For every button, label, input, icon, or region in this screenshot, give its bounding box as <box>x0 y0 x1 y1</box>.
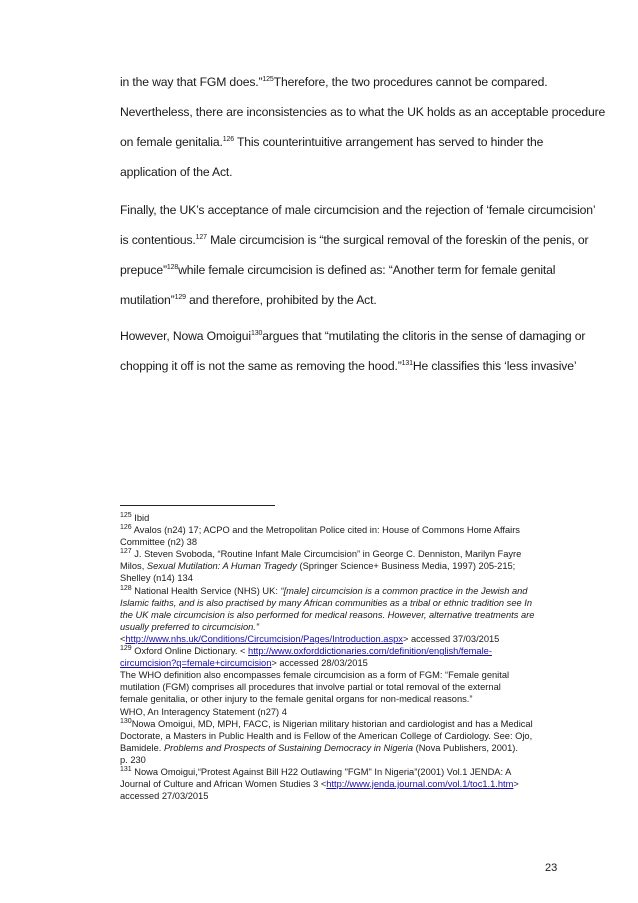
body-line-2: Nevertheless, there are inconsistencies as to what the UK holds as an acceptable procedure <box>120 105 606 119</box>
footnote-ref-131[interactable]: 131 <box>401 359 413 367</box>
body-line-9: However, Nowa Omoigui$^{130}$argues that “mutilating the clitoris in the sense of damaging or <box>120 329 586 343</box>
oxford-link[interactable]: http://www.oxforddictionaries.com/definition/english/female- <box>248 646 492 657</box>
footnote-128: $^{128}$ National Health Service (NHS) UK: “[male] circumcision is a common practice in the Jewish and Islamic faiths, and is also practised by many African communities as a tribal or ethnic tradition see In the UK male circumcision is also performed for medical reasons. However, alternative treatments are usually preferred to circumcision.” <http://www.nhs.uk/Conditions/Circumcision/Pages/Introduction.aspx> accessed 37/03/2015 <box>120 584 535 644</box>
jenda-link[interactable]: http://www.jenda.journal.com/vol.1/toc1.1.htm <box>326 779 514 790</box>
footnote-129: $^{129}$ Oxford Online Dictionary. < http://www.oxforddictionaries.com/definition/english/female- circumcision?q=female+circumcision> accessed 28/03/2015 The WHO definition also encompasses female circumcision as a form of FGM: “Female genital mutilation (FGM) comprises all procedures that involve partial or total removal of the external female genitalia, or other injury to the female genital organs for non-medical reasons.” WHO, An Interagency Statement (n27) 4 <box>120 644 510 717</box>
footnote-131: $^{131}$ Nowa Omoigui,“Protest Against Bill H22 Outlawing "FGM" In Nigeria”(2001) Vol.1 JENDA: A Journal of Culture and African Women Studies 3 <http://www.jenda.journal.com/vol.1/toc1.1.htm> accessed 27/03/2015 <box>120 765 519 802</box>
body-line-5: Finally, the UK’s acceptance of male circumcision and the rejection of ‘female circumcision’ <box>120 203 596 217</box>
footnote-ref-129[interactable]: 129 <box>174 293 186 301</box>
body-line-6: is contentious.$^{127}$ Male circumcision is “the surgical removal of the foreskin of the penis, or <box>120 233 589 247</box>
footnote-ref-126[interactable]: 126 <box>222 135 234 143</box>
footnote-126: $^{126}$ Avalos (n24) 17; ACPO and the Metropolitan Police cited in: House of Commons Home Affairs Committee (n2) 38 <box>120 524 520 548</box>
body-line-8: mutilation”$^{129}$ and therefore, prohibited by the Act. <box>120 293 377 307</box>
body-line-1: in the way that FGM does.”$^{125}$Therefore, the two procedures cannot be compared. <box>120 75 548 89</box>
oxford-link-cont[interactable]: circumcision?q=female+circumcision <box>120 658 272 669</box>
body-line-10: chopping it off is not the same as removing the hood.”$^{131}$He classifies this ‘less invasive’ <box>120 359 577 373</box>
page-number: 23 <box>545 862 558 874</box>
footnote-127: $^{127}$ J. Steven Svoboda, “Routine Infant Male Circumcision” in George C. Denniston, Marilyn Fayre Milos, Sexual Mutilation: A Human Tragedy (Springer Science+ Business Media, 1997) 205-215; Shelley (n14) 134 <box>120 548 522 584</box>
nhs-link[interactable]: http://www.nhs.uk/Conditions/Circumcision/Pages/Introduction.aspx <box>125 633 403 644</box>
body-line-7: prepuce”$^{128}$while female circumcision is defined as: “Another term for female genital <box>120 263 556 277</box>
footnote-ref-128[interactable]: 128 <box>166 263 179 271</box>
footnote-ref-130[interactable]: 130 <box>250 329 263 337</box>
footnote-130: $^{130}$Nowa Omoigui, MD, MPH, FACC, is Nigerian military historian and cardiologist and has a Medical Doctorate, a Masters in Public Health and is Fellow of the American College of Cardiology. See: Ojo, Bamidele. Problems and Prospects of Sustaining Democracy in Nigeria (Nova Publishers, 2001). p. 230 <box>120 717 533 765</box>
footnote-125: $^{125}$ Ibid <box>120 511 150 523</box>
body-line-4: application of the Act. <box>120 165 233 179</box>
footnote-ref-125[interactable]: 125 <box>262 75 274 83</box>
footnote-ref-127[interactable]: 127 <box>195 233 207 241</box>
footnotes <box>120 512 565 802</box>
body-line-3: on female genitalia.$^{126}$ This counterintuitive arrangement has served to hinder the <box>120 135 544 149</box>
footnote-separator <box>120 505 275 506</box>
